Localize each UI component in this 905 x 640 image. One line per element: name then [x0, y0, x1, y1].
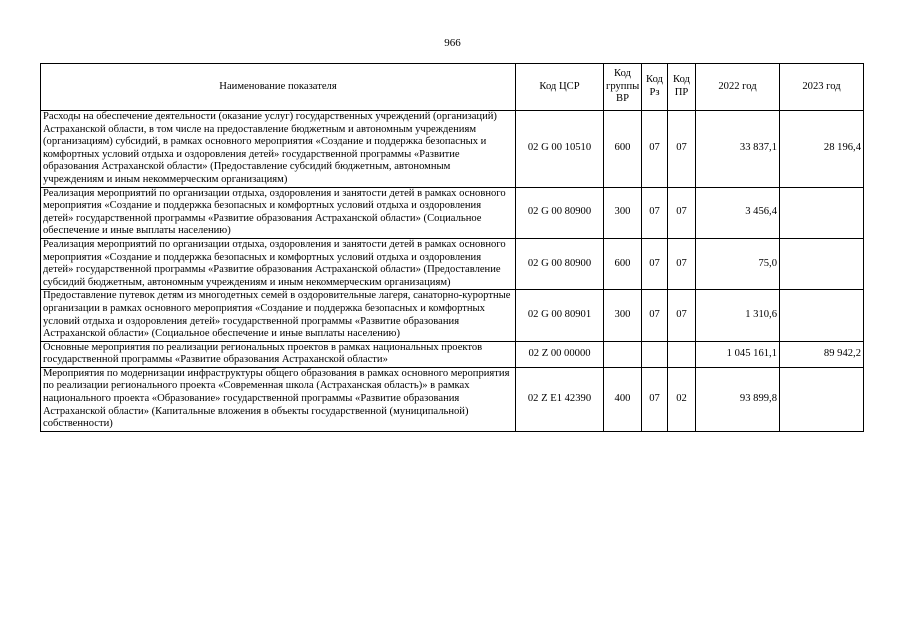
cell-rz: 07 — [642, 111, 668, 188]
cell-name: Основные мероприятия по реализации региональных проектов в рамках национальных проектов государственной программы «Развитие образования Астраханской области» — [41, 341, 516, 367]
page-number: 966 — [444, 37, 461, 49]
cell-rz: 07 — [642, 290, 668, 341]
budget-table — [40, 63, 864, 432]
cell-vr — [604, 341, 642, 367]
cell-rz: 07 — [642, 187, 668, 238]
cell-vr: 400 — [604, 367, 642, 431]
cell-2023 — [780, 187, 864, 238]
cell-vr: 300 — [604, 290, 642, 341]
cell-2022: 3 456,4 — [696, 187, 780, 238]
cell-2022: 33 837,1 — [696, 111, 780, 188]
cell-vr: 300 — [604, 187, 642, 238]
cell-rz: 07 — [642, 238, 668, 289]
cell-name: Расходы на обеспечение деятельности (оказание услуг) государственных учреждений (организаций) Астраханской области, в том числе на предоставление бюджетным и автономным учреждениям (организациям) субсидий, в рамках основного мероприятия «Создание и поддержка безопасных и комфортных условий отдыха и оздоровления детей» государственной программы «Развитие образования Астраханской области» (Предоставление субсидий бюджетным, автономным учреждениям и иным некоммерческим организациям) — [41, 111, 516, 188]
column-header-pr: Код ПР — [668, 64, 696, 111]
cell-vr: 600 — [604, 238, 642, 289]
cell-2023: 28 196,4 — [780, 111, 864, 188]
cell-pr: 07 — [668, 187, 696, 238]
cell-csr: 02 G 00 80901 — [516, 290, 604, 341]
cell-name: Мероприятия по модернизации инфраструктуры общего образования в рамках основного мероприятия по реализации регионального проекта «Современная школа (Астраханская область)» в рамках национального проекта «Образование» государственной программы «Развитие образования Астраханской области» (Капитальные вложения в объекты государственной (муниципальной) собственности) — [41, 367, 516, 431]
column-header-2023: 2023 год — [780, 64, 864, 111]
cell-2023 — [780, 290, 864, 341]
table-row — [41, 111, 864, 188]
cell-pr: 07 — [668, 238, 696, 289]
cell-pr: 02 — [668, 367, 696, 431]
column-header-rz: Код Рз — [642, 64, 668, 111]
table-row — [41, 187, 864, 238]
cell-csr: 02 G 00 80900 — [516, 238, 604, 289]
column-header-csr: Код ЦСР — [516, 64, 604, 111]
cell-name: Реализация мероприятий по организации отдыха, оздоровления и занятости детей в рамках основного мероприятия «Создание и поддержка безопасных и комфортных условий отдыха и оздоровления детей» государственной программы «Развитие образования Астраханской области» (Социальное обеспечение и иные выплаты населению) — [41, 187, 516, 238]
table-row — [41, 341, 864, 367]
cell-csr: 02 G 00 10510 — [516, 111, 604, 188]
cell-name: Предоставление путевок детям из многодетных семей в оздоровительные лагеря, санаторно-курортные организации в рамках основного мероприятия «Создание и поддержка безопасных и комфортных условий отдыха и оздоровления детей» государственной программы «Развитие образования Астраханской области» (Социальное обеспечение и иные выплаты населению) — [41, 290, 516, 341]
cell-pr — [668, 341, 696, 367]
table-row — [41, 238, 864, 289]
table-row — [41, 367, 864, 431]
cell-rz: 07 — [642, 367, 668, 431]
cell-csr: 02 Z E1 42390 — [516, 367, 604, 431]
cell-2023 — [780, 238, 864, 289]
cell-2022: 75,0 — [696, 238, 780, 289]
cell-vr: 600 — [604, 111, 642, 188]
cell-rz — [642, 341, 668, 367]
cell-2022: 1 045 161,1 — [696, 341, 780, 367]
table-header-row — [41, 64, 864, 111]
cell-2022: 1 310,6 — [696, 290, 780, 341]
cell-csr: 02 G 00 80900 — [516, 187, 604, 238]
table-row — [41, 290, 864, 341]
cell-name: Реализация мероприятий по организации отдыха, оздоровления и занятости детей в рамках основного мероприятия «Создание и поддержка безопасных и комфортных условий отдыха и оздоровления детей» государственной программы «Развитие образования Астраханской области» (Предоставление субсидий бюджетным, автономным учреждениям и иным некоммерческим организациям) — [41, 238, 516, 289]
cell-csr: 02 Z 00 00000 — [516, 341, 604, 367]
column-header-2022: 2022 год — [696, 64, 780, 111]
cell-2022: 93 899,8 — [696, 367, 780, 431]
cell-2023 — [780, 367, 864, 431]
cell-2023: 89 942,2 — [780, 341, 864, 367]
column-header-name: Наименование показателя — [41, 64, 516, 111]
column-header-vr: Код группы ВР — [604, 64, 642, 111]
cell-pr: 07 — [668, 290, 696, 341]
cell-pr: 07 — [668, 111, 696, 188]
